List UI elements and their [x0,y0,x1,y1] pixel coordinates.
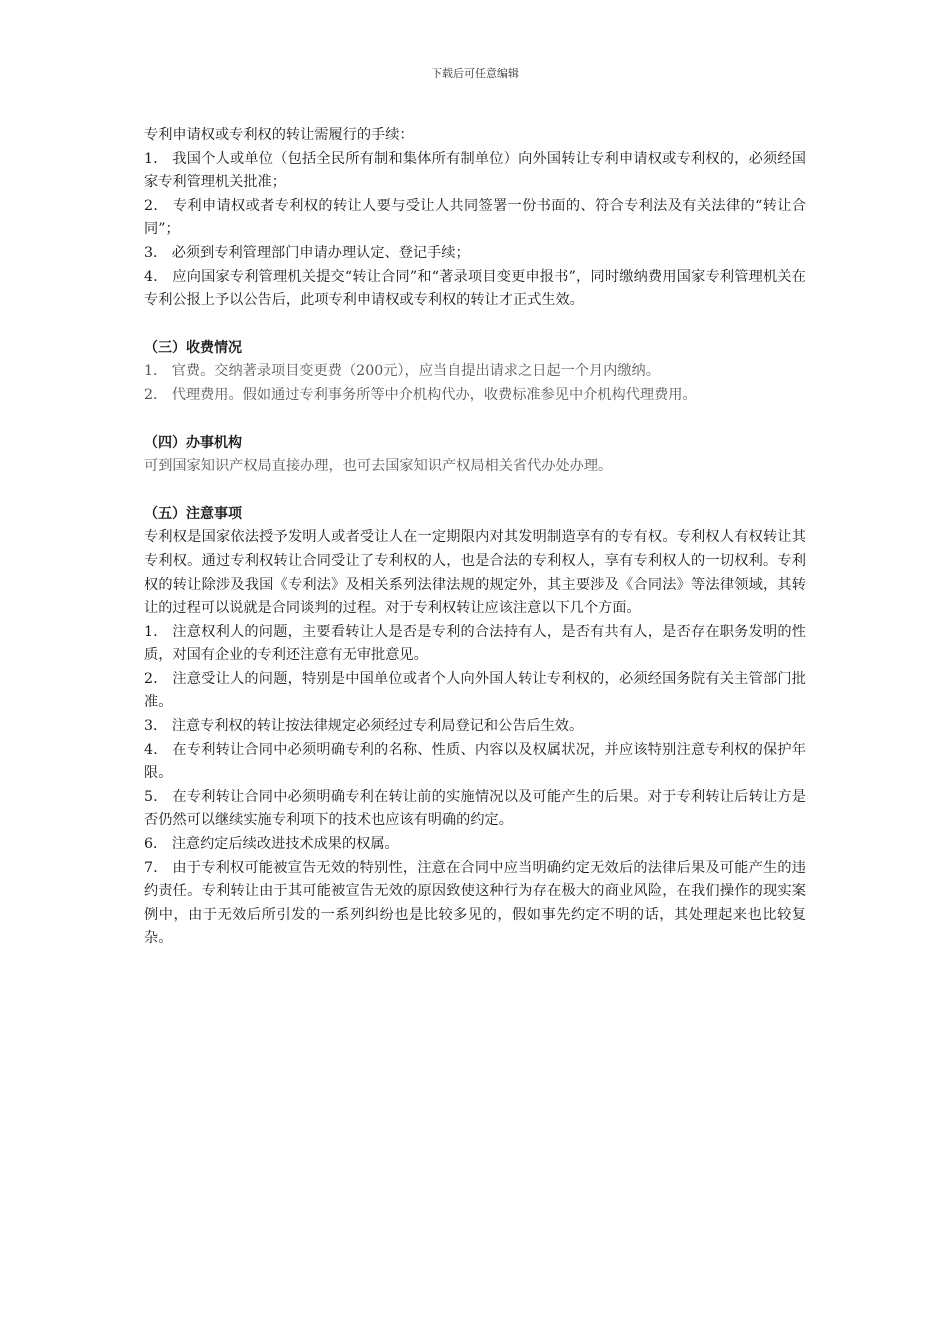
transfer-item-1: 1． 我国个人或单位（包括全民所有制和集体所有制单位）向外国转让专利申请权或专利权的，必须经国家专利管理机关批准； [144,150,806,191]
agency-text: 可到国家知识产权局直接办理，也可去国家知识产权局相关省代办处办理。 [144,458,613,475]
transfer-item-3: 3． 必须到专利管理部门申请办理认定、登记手续； [144,244,470,261]
page-header: 下载后可任意编辑 [431,67,519,80]
agency-section [144,432,806,479]
notes-heading: （五）注意事项 [144,505,242,522]
notes-item-5: 5． 在专利转让合同中必须明确专利在转让前的实施情况以及可能产生的后果。对于专利转让后转让方是否仍然可以继续实施专利项下的技术也应该有明确的约定。 [144,788,806,829]
fees-item-2: 2． 代理费用。假如通过专利事务所等中介机构代办，收费标准参见中介机构代理费用。 [144,386,697,403]
transfer-intro: 专利申请权或专利权的转让需履行的手续： [144,127,414,143]
transfer-item-4: 4． 应向国家专利管理机关提交“转让合同”和“著录项目变更申报书”，同时缴纳费用国家专利管理机关在专利公报上予以公告后，此项专利申请权或专利权的转让才正式生效。 [144,268,806,309]
notes-intro: 专利权是国家依法授予发明人或者受让人在一定期限内对其发明制造享有的专有权。专利权人有权转让其专利权。通过专利权转让合同受让了专利权的人，也是合法的专利权人，享有专利权人的一切权利。专利权的转让除涉及我国《专利法》及相关系列法律法规的规定外，其主要涉及《合同法》等法律领域，其转让的过程可以说就是合同谈判的过程。对于专利权转让应该注意以下几个方面。 [144,529,806,617]
agency-heading: （四）办事机构 [144,434,242,451]
transfer-procedures-section [144,124,806,313]
fees-item-1: 1． 官费。交纳著录项目变更费（200元），应当自提出请求之日起一个月内缴纳。 [144,363,660,380]
notes-section [144,503,806,951]
spacer [144,408,806,432]
notes-item-4: 4． 在专利转让合同中必须明确专利的名称、性质、内容以及权属状况，并应该特别注意专利权的保护年限。 [144,741,806,782]
fees-section [144,337,806,408]
notes-item-2: 2． 注意受让人的问题，特别是中国单位或者个人向外国人转让专利权的，必须经国务院有关主管部门批准。 [144,670,806,711]
notes-item-6: 6． 注意约定后续改进技术成果的权属。 [144,836,399,853]
fees-heading: （三）收费情况 [144,339,242,356]
spacer [144,313,806,337]
notes-item-7: 7． 由于专利权可能被宣告无效的特别性，注意在合同中应当明确约定无效后的法律后果及可能产生的违约责任。专利转让由于其可能被宣告无效的原因致使这种行为存在极大的商业风险，在我们操作的现实案例中，由于无效后所引发的一系列纠纷也是比较多见的，假如事先约定不明的话，其处理起来也比较复杂。 [144,859,806,947]
spacer [144,479,806,503]
notes-item-3: 3． 注意专利权的转让按法律规定必须经过专利局登记和公告后生效。 [144,718,584,735]
transfer-item-2: 2． 专利申请权或者专利权的转让人要与受让人共同签署一份书面的、符合专利法及有关法律的“转让合同”； [144,197,806,238]
document-body [144,124,806,951]
notes-item-1: 1． 注意权利人的问题，主要看转让人是否是专利的合法持有人，是否有共有人，是否存在职务发明的性质，对国有企业的专利还注意有无审批意见。 [144,623,806,664]
